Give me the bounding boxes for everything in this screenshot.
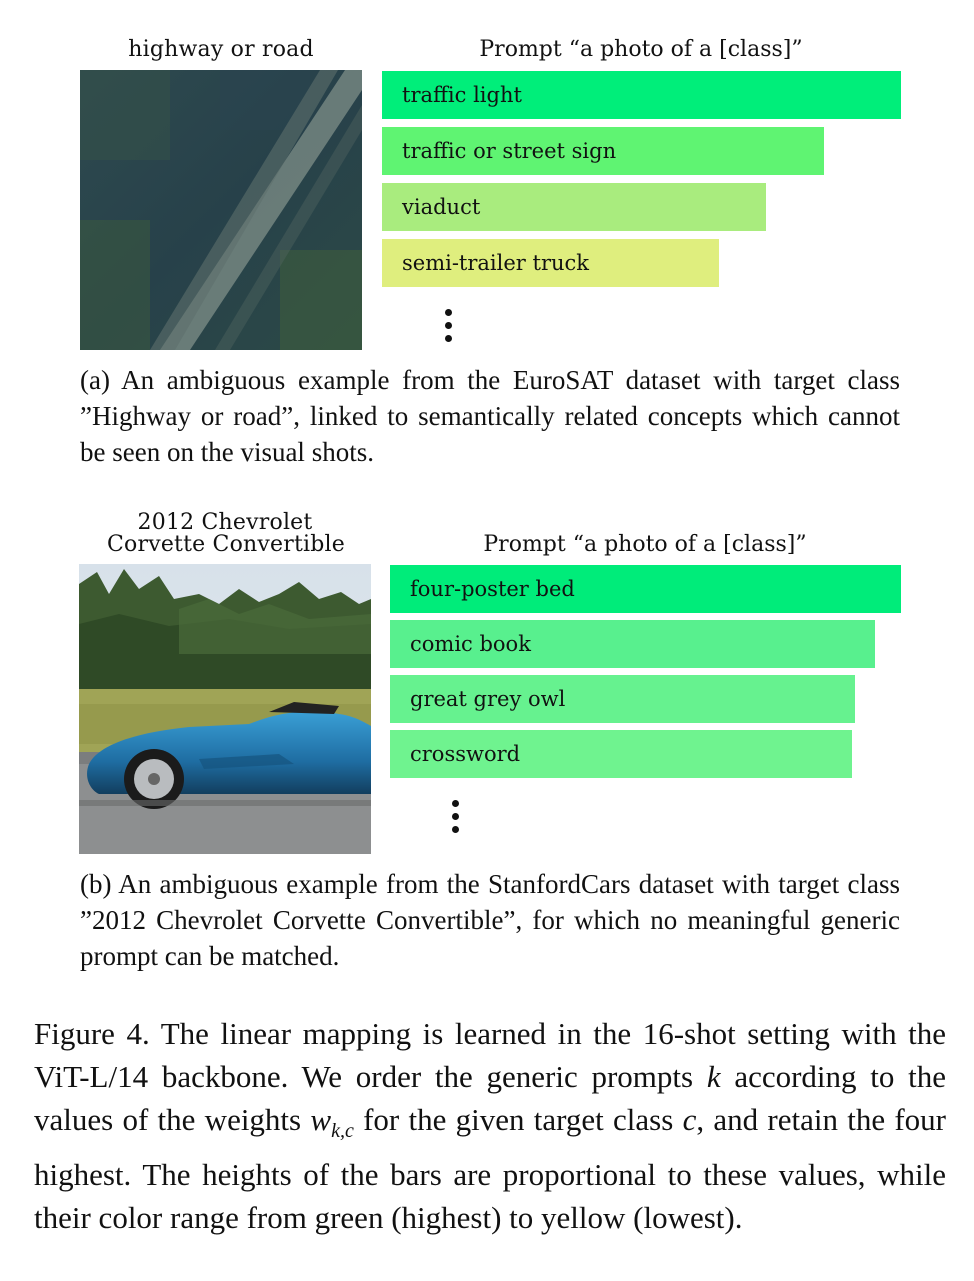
panel-a-bar-3: [382, 183, 766, 231]
figure-caption: [34, 1012, 946, 1239]
panel-a-caption: (a) An ambiguous example from the EuroSAT dataset with target class ”Highway or road”, linked to semantically related concepts which cannot be seen on the visual shots.: [80, 365, 900, 467]
figure-caption-part2: according to the values of the weights: [34, 1059, 946, 1137]
panel-a: [0, 0, 974, 480]
panel-a-bar-3-label: viaduct: [402, 195, 481, 219]
var-w: w: [310, 1102, 332, 1137]
panel-b-bar-3-label: great grey owl: [410, 687, 566, 711]
panel-a-bar-2: [382, 127, 824, 175]
figure-caption-part4: , and retain the four highest. The heights of the bars are proportional to these values, while their color range from green (highest) to yellow (lowest).: [34, 1102, 946, 1236]
satellite-highway-image: [80, 70, 362, 350]
panel-a-image-label: highway or road: [128, 37, 314, 62]
var-c: c: [682, 1102, 697, 1137]
panel-a-bar-2-label: traffic or street sign: [402, 139, 617, 163]
panel-b-bar-2-label: comic book: [410, 632, 531, 656]
panel-a-bar-4: [382, 239, 719, 287]
panel-a-bar-1-label: traffic light: [402, 83, 522, 107]
panel-b-bar-2: [390, 620, 875, 668]
panel-b-image-label-line1: 2012 Chevrolet: [137, 510, 313, 535]
panel-a-bar-1: [382, 71, 901, 119]
panel-b-bar-3: [390, 675, 855, 723]
var-w-subscript: k,c: [331, 1120, 354, 1143]
panel-b-bar-1-label: four-poster bed: [410, 577, 575, 601]
corvette-convertible-image: [79, 564, 371, 854]
panel-b-bar-1: [390, 565, 901, 613]
figure-caption-part1: Figure 4. The linear mapping is learned in the 16-shot setting with the ViT-L/14 backbone. We order the generic prompts: [34, 1016, 946, 1094]
panel-a-bar-4-label: semi-trailer truck: [402, 251, 589, 275]
panel-b-caption: (b) An ambiguous example from the StanfordCars dataset with target class ”2012 Chevrolet Corvette Convertible”, for which no meaningful generic prompt can be matched.: [80, 869, 900, 971]
panel-b-image-label-line2: Corvette Convertible: [107, 532, 345, 557]
panel-b-prompt-label: Prompt “a photo of a [class]”: [483, 532, 807, 557]
panel-a-ellipsis: [445, 309, 453, 348]
panel-b-bar-4-label: crossword: [410, 742, 521, 766]
panel-a-prompt-label: Prompt “a photo of a [class]”: [479, 37, 803, 62]
panel-b: [0, 500, 974, 980]
figure-caption-part3: for the given target class: [353, 1102, 683, 1137]
var-k: k: [706, 1059, 721, 1094]
panel-b-ellipsis: [452, 800, 460, 839]
panel-b-bar-4: [390, 730, 852, 778]
